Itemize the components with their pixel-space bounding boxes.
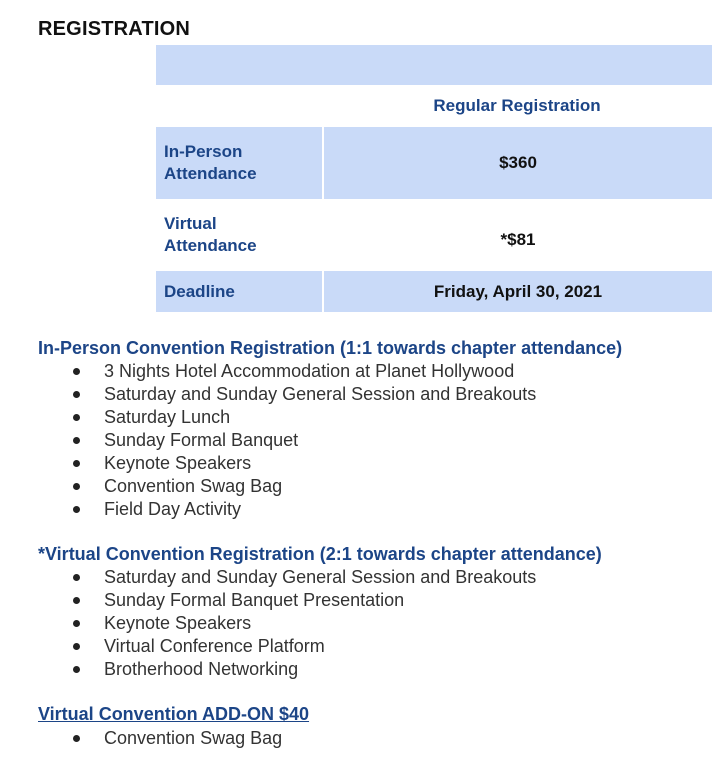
- list-item: Saturday and Sunday General Session and Breakouts: [38, 566, 536, 589]
- virtual-list: [38, 566, 536, 681]
- price-virtual: *$81: [500, 230, 536, 249]
- column-header-regular: Regular Registration: [433, 96, 601, 115]
- bullet-icon: [73, 666, 80, 673]
- bullet-icon: [73, 643, 80, 650]
- bullet-icon: [73, 483, 80, 490]
- page-title: REGISTRATION: [38, 18, 191, 40]
- bullet-icon: [73, 414, 80, 421]
- row-label-deadline: Deadline: [156, 271, 322, 312]
- bullet-icon: [73, 597, 80, 604]
- deadline-date: Friday, April 30, 2021: [324, 271, 712, 312]
- list-item: Field Day Activity: [38, 498, 536, 521]
- bullet-icon: [73, 437, 80, 444]
- list-item: Keynote Speakers: [38, 452, 536, 475]
- table-row-deadline: [156, 271, 712, 312]
- bullet-icon: [73, 620, 80, 627]
- virtual-section-title: *Virtual Convention Registration (2:1 towards chapter attendance): [38, 544, 602, 564]
- addon-link[interactable]: Virtual Convention ADD-ON $40: [38, 704, 310, 724]
- list-item: Brotherhood Networking: [38, 658, 536, 681]
- bullet-icon: [73, 368, 80, 375]
- in-person-list: [38, 360, 536, 521]
- list-item: Convention Swag Bag: [38, 727, 282, 750]
- list-item: Sunday Formal Banquet Presentation: [38, 589, 536, 612]
- list-item: Convention Swag Bag: [38, 475, 536, 498]
- bullet-icon: [73, 506, 80, 513]
- list-item: 3 Nights Hotel Accommodation at Planet Hollywood: [38, 360, 536, 383]
- list-item: Virtual Conference Platform: [38, 635, 536, 658]
- bullet-icon: [73, 460, 80, 467]
- list-item: Saturday Lunch: [38, 406, 536, 429]
- table-row-virtual: [156, 199, 712, 271]
- row-label-virtual: Virtual Attendance: [164, 214, 257, 255]
- table-header-band: [156, 45, 712, 85]
- table-row-in-person: [156, 127, 712, 199]
- addon-list: [38, 727, 282, 750]
- price-in-person: $360: [324, 127, 712, 199]
- in-person-section-title: In-Person Convention Registration (1:1 towards chapter attendance): [38, 338, 623, 358]
- row-label-in-person: In-Person Attendance: [156, 127, 322, 199]
- bullet-icon: [73, 735, 80, 742]
- bullet-icon: [73, 391, 80, 398]
- table-header-row: [156, 85, 712, 127]
- list-item: Sunday Formal Banquet: [38, 429, 536, 452]
- registration-table: [156, 45, 712, 312]
- list-item: Saturday and Sunday General Session and Breakouts: [38, 383, 536, 406]
- list-item: Keynote Speakers: [38, 612, 536, 635]
- bullet-icon: [73, 574, 80, 581]
